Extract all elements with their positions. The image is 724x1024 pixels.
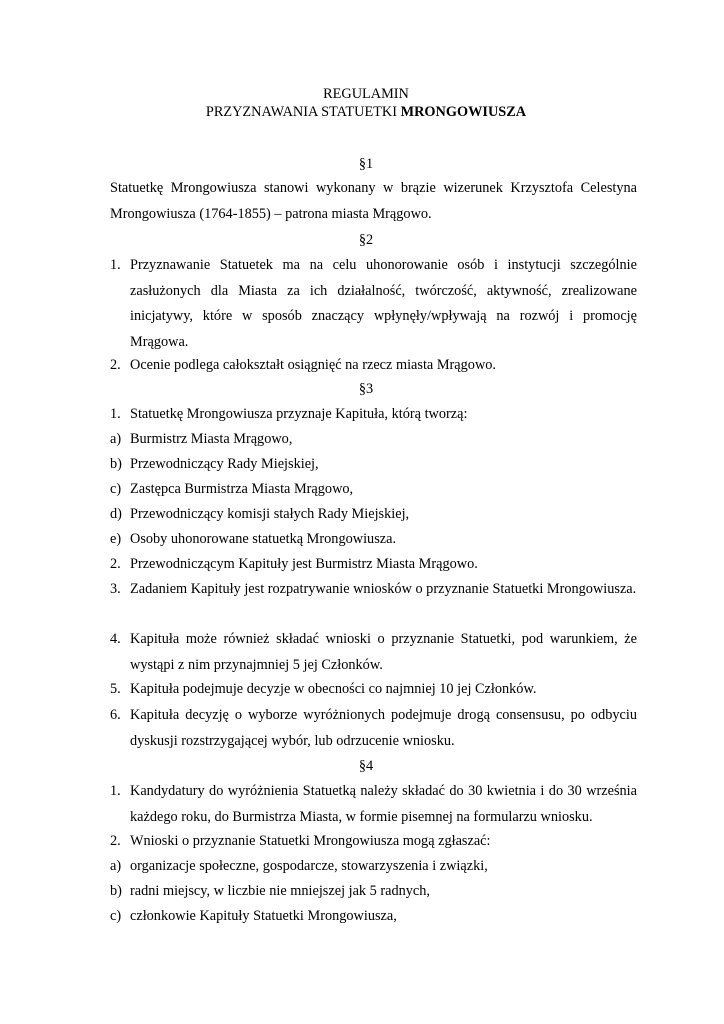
title-line-1: REGULAMIN [323, 86, 409, 102]
list-item: 4. Kapituła może również składać wnioski o przyznanie Statuetki, pod warunkiem, że wystąpi z nim przynajmniej 5 jej Członków. [110, 631, 637, 673]
section-heading-4: §4 [358, 758, 374, 774]
list-item: d) Przewodniczący komisji stałych Rady Miejskiej, [110, 506, 410, 522]
list-item: c) członkowie Kapituły Statuetki Mrongowiusza, [110, 908, 397, 924]
list-item: b) radni miejscy, w liczbie nie mniejszej jak 5 radnych, [110, 883, 430, 899]
section-heading-1: §1 [358, 156, 374, 172]
list-item: c) Zastępca Burmistrza Miasta Mrągowo, [110, 481, 354, 497]
list-item: 6. Kapituła decyzję o wyborze wyróżnionych podejmuje drogą consensusu, po odbyciu dyskusji rozstrzygającej wybór, lub odrzucenie wniosku. [110, 707, 637, 749]
list-item: 2. Wnioski o przyznanie Statuetki Mrongowiusza mogą zgłaszać: [110, 833, 491, 849]
list-item: 5. Kapituła podejmuje decyzje w obecności co najmniej 10 jej Członków. [110, 681, 537, 697]
list-item: b) Przewodniczący Rady Miejskiej, [110, 456, 319, 472]
list-item: 1. Przyznawanie Statuetek ma na celu uhonorowanie osób i instytucji szczególnie zasłużonych dla Miasta za ich działalność, twórczość, aktywność, zrealizowane inicjatywy, które w sposób znaczący wpłynęły/wpływają na rozwój i promocję Mrągowa. [110, 257, 637, 350]
list-item: 2. Ocenie podlega całokształt osiągnięć na rzecz miasta Mrągowo. [110, 357, 497, 373]
list-item: a) Burmistrz Miasta Mrągowo, [110, 431, 293, 447]
list-item: e) Osoby uhonorowane statuetką Mrongowiusza. [110, 531, 397, 547]
title-bold-name: MRONGOWIUSZA [400, 104, 527, 120]
list-item: a) organizacje społeczne, gospodarcze, stowarzyszenia i związki, [110, 858, 488, 874]
section-1-text: Statuetkę Mrongowiusza stanowi wykonany w brązie wizerunek Krzysztofa Celestyna Mrongowiusza (1764-1855) – patrona miasta Mrągowo. [110, 180, 637, 222]
section-heading-2: §2 [358, 232, 374, 248]
section-heading-3: §3 [358, 381, 374, 397]
list-item: 2. Przewodniczącym Kapituły jest Burmistrz Miasta Mrągowo. [110, 556, 478, 572]
list-item: 1. Statuetkę Mrongowiusza przyznaje Kapituła, którą tworzą: [110, 406, 468, 422]
document-title [0, 85, 724, 121]
list-item: 1. Kandydatury do wyróżnienia Statuetką należy składać do 30 kwietnia i do 30 września każdego roku, do Burmistrza Miasta, w formie pisemnej na formularzu wniosku. [110, 783, 637, 825]
title-line-2: PRZYZNAWANIA STATUETKI MRONGOWIUSZA [205, 104, 527, 120]
list-item: 3. Zadaniem Kapituły jest rozpatrywanie wniosków o przyznanie Statuetki Mrongowiusza. [110, 581, 637, 597]
